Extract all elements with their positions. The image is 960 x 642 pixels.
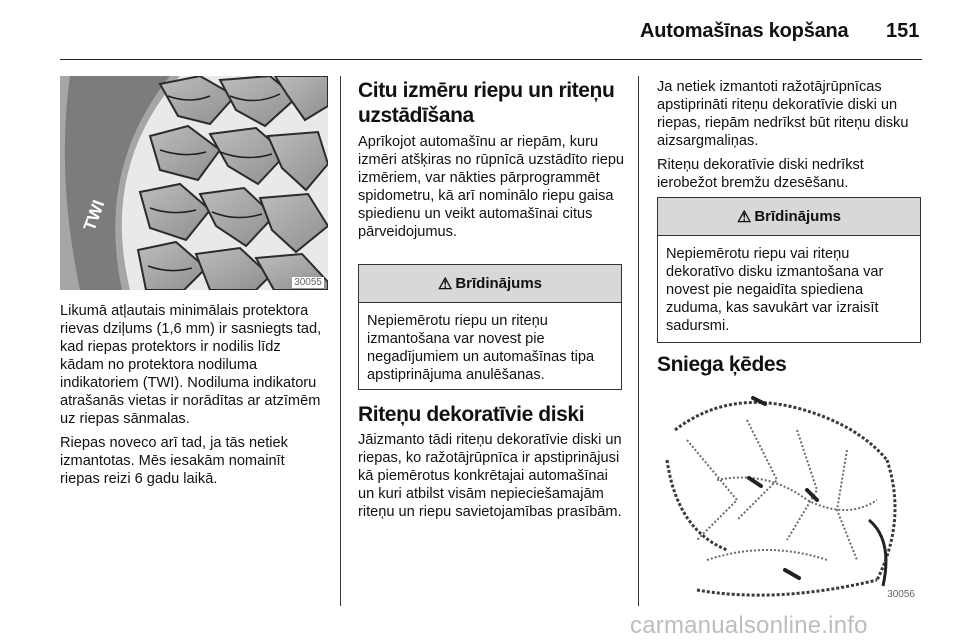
tire-tread-illustration	[60, 76, 328, 290]
warning-triangle-icon: ⚠	[736, 208, 752, 226]
column-1	[60, 302, 328, 494]
column-divider-left	[340, 76, 341, 606]
warning-title: Brīdinājums	[455, 275, 543, 292]
column-3	[657, 78, 925, 198]
warning-triangle-icon: ⚠	[437, 275, 453, 293]
page-number: 151	[886, 20, 920, 42]
column-3-lower	[657, 352, 925, 377]
heading-snow-chains: Sniega ķēdes	[657, 353, 787, 376]
snow-chains-illustration	[657, 390, 921, 602]
wheel-covers-paragraph: Jāizmanto tādi riteņu dekoratīvie diski un riepas, ko ražotājrūpnīca ir apstiprinājusi kā piemērotus konkrētajai automašīnai un kuri atbilst visām nepieciešamajām riteņu un riepu savietojamības prasībām.	[358, 432, 622, 520]
other-tire-sizes-paragraph: Aprīkojot automašīnu ar riepām, kuru izmēri atšķiras no rūpnīcā uzstādīto riepu izmēriem, var nākties pārprogrammēt spidometru, kā arī nominālo riepu gaisa spiedienu un veikt automašīnai citus pārveidojumus.	[358, 134, 625, 240]
wheel-cover-rims-paragraph: Ja netiek izmantoti ražotājrūpnīcas apstiprināti riteņu dekoratīvie diski un riepas, riepām nedrīkst būt riteņu disku aizsargmaliņas.	[657, 79, 909, 149]
column-divider-right	[638, 76, 639, 606]
warning-box-wheel-covers	[657, 197, 921, 343]
snow-chains-figure	[657, 390, 921, 602]
tire-tread-figure	[60, 76, 328, 290]
header-rule	[60, 59, 922, 60]
watermark: carmanualsonline.info	[630, 612, 868, 639]
warning-box-tires	[358, 264, 622, 390]
warning-title: Brīdinājums	[754, 208, 842, 225]
twi-marking: TWI	[79, 197, 109, 234]
column-2-lower	[358, 402, 626, 527]
warning-header	[658, 198, 920, 236]
page-title: Automašīnas kopšana	[640, 20, 849, 42]
brake-cooling-paragraph: Riteņu dekoratīvie diski nedrīkst ierobežot bremžu dzesēšanu.	[657, 157, 864, 191]
tread-depth-paragraph: Likumā atļautais minimālais protektora rievas dziļums (1,6 mm) ir sasniegts tad, kad riepas protektors ir nodilis līdz kādam no protektora nodiluma indikatoriem (TWI). Nodiluma indikatoru atrašanās vietas ir norādītas ar atzīmēm uz riepas sānmalas.	[60, 303, 322, 427]
warning-text: Nepiemērotu riepu un riteņu izmantošana var novest pie negadījumiem un automašīnas tipa apstiprinājuma anulēšanas.	[367, 313, 595, 383]
warning-header	[359, 265, 621, 303]
tire-aging-paragraph: Riepas noveco arī tad, ja tās netiek izmantotas. Mēs iesakām nomainīt riepas reizi 6 gadu laikā.	[60, 435, 288, 487]
figure-id-30055: 30055	[294, 277, 322, 288]
heading-wheel-covers: Riteņu dekoratīvie diski	[358, 403, 585, 426]
heading-other-tire-sizes: Citu izmēru riepu un riteņu uzstādīšana	[358, 79, 615, 127]
warning-text: Nepiemērotu riepu vai riteņu dekoratīvo disku izmantošana var novest pie negaidīta spiediena zuduma, kas savukārt var izraisīt sadursmi.	[666, 246, 884, 334]
figure-id-30056: 30056	[887, 589, 915, 600]
page-header	[0, 0, 960, 62]
column-2	[358, 78, 626, 247]
